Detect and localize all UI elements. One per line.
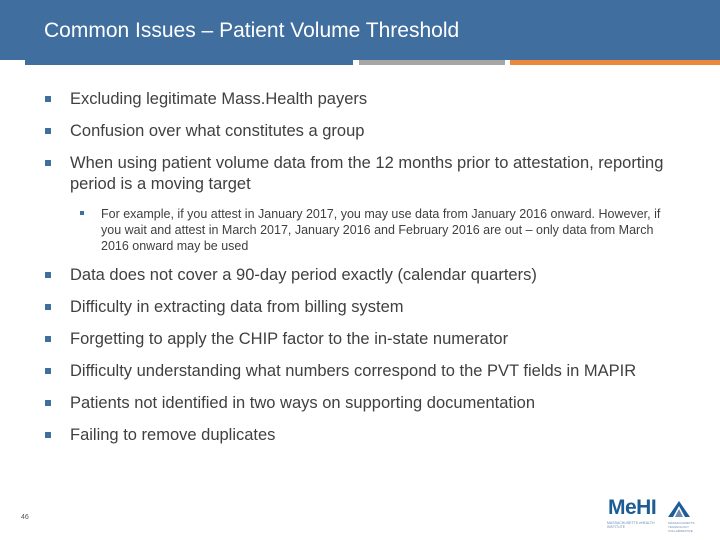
bullet-text: Patients not identified in two ways on supporting documentation — [70, 394, 536, 412]
partner-label: MASSACHUSETTS TECHNOLOGY COLLABORATIVE — [668, 521, 695, 533]
bullet-text: Data does not cover a 90-day period exactly (calendar quarters) — [70, 266, 537, 284]
bullet-marker-icon — [45, 160, 51, 166]
bullet-marker-icon — [45, 96, 51, 102]
sub-bullet-marker-icon — [80, 211, 84, 215]
bullet-marker-icon — [45, 368, 51, 374]
bullet-text: Excluding legitimate Mass.Health payers — [70, 90, 368, 108]
accent-stripe-blue — [25, 60, 353, 65]
bullet-text: Failing to remove duplicates — [70, 426, 276, 444]
bullet-text: When using patient volume data from the 12 months prior to attestation, reporting period is a moving target — [70, 154, 664, 193]
logo-wordmark: MeHI — [608, 496, 657, 519]
page-number: 46 — [21, 514, 29, 521]
bullet-marker-icon — [45, 336, 51, 342]
bullet-text: Forgetting to apply the CHIP factor to the in-state numerator — [70, 330, 509, 348]
bullet-text: Confusion over what constitutes a group — [70, 122, 365, 140]
bullet-marker-icon — [45, 400, 51, 406]
bullet-text: Difficulty understanding what numbers correspond to the PVT fields in MAPIR — [70, 362, 637, 380]
title-bar — [0, 0, 720, 60]
bullet-marker-icon — [45, 272, 51, 278]
logo-subtitle: MASSACHUSETTS eHEALTH INSTITUTE — [607, 521, 655, 529]
slide-title: Common Issues – Patient Volume Threshold — [44, 19, 460, 42]
mehi-logo — [598, 496, 698, 532]
bullet-marker-icon — [45, 128, 51, 134]
bullet-text: Difficulty in extracting data from billing system — [70, 298, 404, 316]
mountain-logo-icon — [668, 501, 690, 519]
accent-stripe-gray — [359, 60, 505, 65]
bullet-marker-icon — [45, 432, 51, 438]
sub-bullet-text: For example, if you attest in January 2017, you may use data from January 2016 onward. However, if you wait and attest in March 2017, January 2016 and February 2016 are out – only data from March 2016 onward may be used — [101, 207, 661, 253]
accent-stripe-orange — [510, 60, 720, 65]
bullet-marker-icon — [45, 304, 51, 310]
